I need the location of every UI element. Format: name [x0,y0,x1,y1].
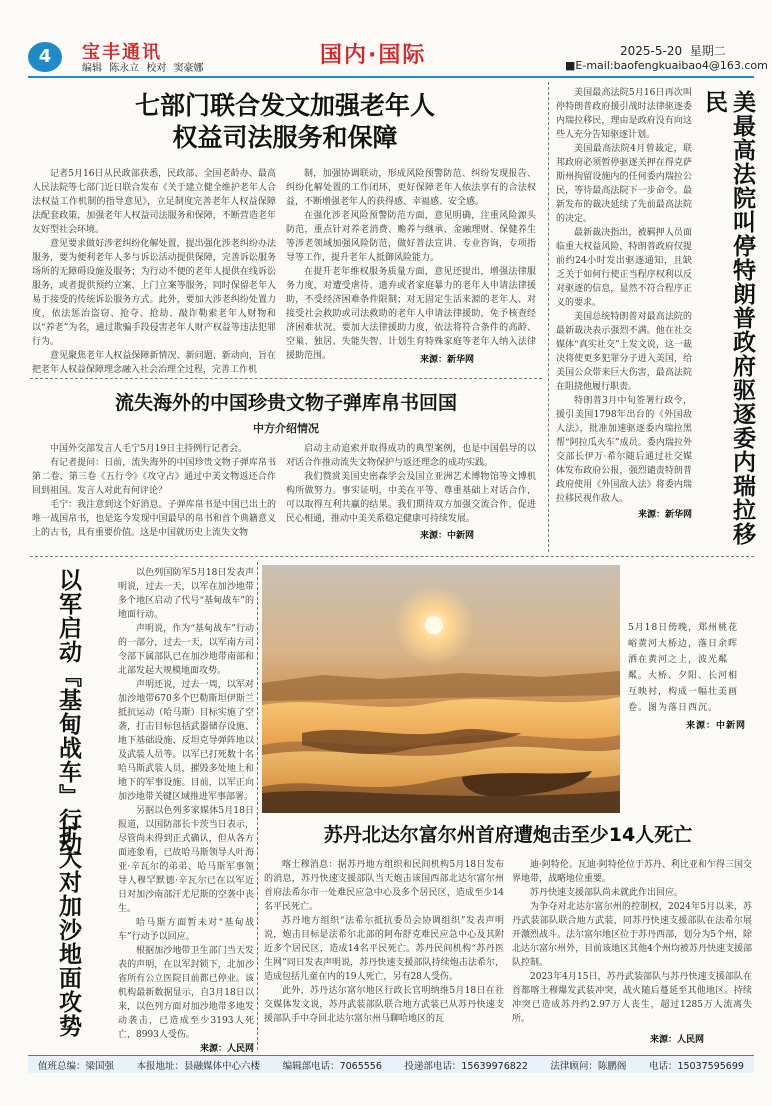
main-headline-line1: 七部门联合发文加强老年人 [134,91,435,120]
paragraph: 在提升老年维权服务质量方面，意见还提出，增强法律服务力度，对遭受虐待、遗弃或者家庭暴力的老年人申请法律援助，不受经济困难条件限制；对无固定生活来源的老年人、对接受社会救助或司法救助的老年人申请法律援助，免予核查经济困难状况。要加大法律援助力度，依法将符合条件的高龄、空巢、独居、失能失智、计划生育特殊家庭等老年人纳入法律援助范围。 [286,267,536,361]
paragraph: 另据以色列多家媒体5月18日报道，以国防部长卡茨当日表示，尽管尚未得到正式确认，但从各方面迹象看，已故哈马斯领导人叶海亚·辛瓦尔的弟弟、哈马斯军事领导人穆罕默德·辛瓦尔已在以军近日对加沙南部汗尤尼斯的空袭中丧生。 [118,806,254,914]
right-article-headline: 美最高法院叫停特朗普政府驱逐委内瑞拉移民 [701,90,755,546]
sudan-source: 来源：人民网 [650,1035,705,1045]
sunset-river-photo [262,565,620,813]
divider [30,556,754,557]
paragraph: 美国最高法院5月16日再次叫停特朗普政府援引战时法律驱逐委内瑞拉移民，理由是政府没有向这些人充分告知驱逐计划。 [556,88,692,140]
paragraph: 中国外交部发言人毛宁5月19日主持例行记者会。 [50,444,248,454]
column-divider [548,82,549,552]
main-article-col1 [32,167,276,377]
footer-duty-editor: 值班总编：梁国强 [38,1060,115,1072]
paragraph: 喀土穆消息：据苏丹地方组织和民间机构5月18日发布的消息，苏丹快速支援部队当天炮击该国西部北达尔富尔州首府法希尔市一处难民应急中心及多个居民区，造成至少14名平民死亡。 [264,860,504,912]
paragraph: 迪·阿特伦。瓦迪·阿特伦位于苏丹、利比亚和乍得三国交界地带，战略地位重要。 [512,860,752,884]
paragraph: 以色列国防军5月18日发表声明说，过去一天，以军在加沙地带多个地区启动了代号“基甸战车”的地面行动。 [118,568,254,620]
paragraph: 我们赞赏美国史密森学会及国立亚洲艺术博物馆等文博机构所做努力。事实证明，中美在平等、尊重基础上对话合作，可以取得互利共赢的结果。我们期待双方加强交流合作，促进民心相通，推动中美关系稳定健康可持续发展。 [286,472,536,524]
paragraph: 有记者提问：日前，流失海外的中国珍贵文物子弹库帛书第二卷、第三卷《五行令》《攻守占》通过中美文物返还合作回到祖国。发言人对此有何评论？ [32,458,276,496]
paragraph: 毛宁：我注意到这个好消息。子弹库帛书是中国已出土的唯一战国帛书，也是迄今发现中国最早的帛书和首个典籍意义上的古书，具有重要价值。这是中国就历史上流失文物 [32,500,276,538]
main-article-source: 来源：新华网 [420,355,475,365]
editor-name: 陈永立 [109,63,140,74]
footer-bar [28,1055,754,1073]
paragraph: 2023年4月15日，苏丹武装部队与苏丹快速支援部队在首都喀土穆爆发武装冲突，战火随后蔓延至其他地区。持续冲突已造成苏丹约2.97万人丧生，超过1285万人流离失所。 [512,972,752,1024]
relics-col2 [286,442,536,526]
divider [30,378,542,379]
paragraph: 美国最高法院4月曾裁定，联邦政府必须暂停驱逐关押在得克萨斯州拘留设施内的任何委内瑞拉公民，等待最高法院下一步命令。最新发布的裁决延续了先前最高法院的决定。 [556,144,692,224]
photo-caption [628,620,746,734]
footer-editorial-phone: 编辑部电话：7065556 [282,1060,382,1072]
paragraph: 特朗普3月中旬签署行政令，援引美国1798年出台的《外国敌人法》，批准加速驱逐委内瑞拉黑帮“阿拉瓜火车”成员。委内瑞拉外交部长伊万·希尔随后通过社交媒体发布政府公报，强烈谴责特朗普政府使用《外国敌人法》将委内瑞拉移民视作敌人。 [556,396,692,504]
proofreader-label: 校对 [146,63,167,74]
section-title: 国内·国际 [320,43,427,68]
footer-legal-advisor: 法律顾问：陈鹏阁 [550,1060,627,1072]
paragraph: 启动主动追索并取得成功的典型案例，也是中国倡导的以对话合作推动流失文物保护与返还理念的成功实践。 [286,444,536,468]
relics-col1 [32,442,276,540]
paragraph: 在强化涉老风险预警防范方面，意见明确，注重风险源头防范，重点针对养老消费、赡养与继承、金融理财、保健养生等涉老领域加强风险防范，做好普法宣讲、专业咨询，专项指导等工作，提升老年人抵御风险能力。 [286,211,536,263]
date: 2025-5-20 [620,44,683,58]
issue-date [620,42,726,59]
military-headline-part2: 扩大对加沙地面攻势 [55,822,81,1038]
sudan-col1 [264,858,504,1026]
paragraph: 根据加沙地带卫生部门当天发表的声明，在以军封锁下，北加沙省所有公立医院目前都已停业。该机构最新数据显示，自3月18日以来，以色列方面对加沙地带多地发动袭击，已造成至少3193人死亡，8993人受伤。 [118,946,254,1040]
military-article-body [118,566,254,1056]
proofreader-name: 窦豪娜 [173,63,204,74]
paragraph: 记者5月16日从民政部获悉，民政部、全国老龄办、最高人民法院等七部门近日联合发布《关于建立健全维护老年人合法权益工作机制的指导意见》，立足制度完善老年人权益保障法配套政策，加强老年人权益司法服务和保障，不断营造老年友好型社会环境。 [32,169,276,235]
masthead-rule [28,76,754,78]
footer-phone: 电话：15037595699 [648,1060,744,1072]
page-number-badge: 4 [28,42,62,72]
editor-credits [82,59,208,74]
military-headline-part1: 以军启动『基甸战车』行动 [55,568,81,856]
email-line: ■E-mail:baofengkuaibao4@163.com [565,59,768,72]
paragraph: 美国总统特朗普对最高法院的最新裁决表示强烈不满。他在社交媒体“真实社交”上发文说，这一裁决将使更多犯罪分子进入美国，给美国公众带来巨大伤害，最高法院在阻挠他履行职责。 [556,312,692,392]
weekday: 星期二 [689,44,726,58]
relics-headline: 流失海外的中国珍贵文物子弹库帛书回国 [114,392,457,414]
main-headline [30,90,540,154]
footer-delivery-phone: 投递部电话：15639976822 [404,1060,528,1072]
editor-label: 编辑 [82,63,102,74]
sunset-river-image [262,565,620,813]
paragraph: 最新裁决指出，被羁押人员面临重大权益风险，特朗普政府仅提前约24小时发出驱逐通知，且缺乏关于如何行使正当程序权利以反对驱逐的信息，显然不符合程序正义的要求。 [556,228,692,308]
paragraph: 此外，苏丹达尔富尔地区行政长官明纳维5月18日在社交媒体发文说，苏丹武装部队联合地方武装已从苏丹快速支援部队手中夺回北达尔富尔州马聊哈地区的瓦 [264,986,504,1024]
paragraph: 声明还说，过去一周，以军对加沙地带670多个巴勒斯坦伊斯兰抵抗运动（哈马斯）目标实施了空袭，打击目标包括武器储存设施、地下基础设施、反坦克导弹阵地以及武装人员等。以军已打死数十名哈马斯武装人员，摧毁多处地上和地下的军事设施。目前，以军正向加沙地带关键区域推进军事部署。 [118,680,254,802]
right-article-source: 来源：新华网 [637,510,692,520]
paragraph: 哈马斯方面暂未对“基甸战车”行动予以回应。 [118,918,254,942]
paragraph: 制，加强协调联动，形成风险预警防范、纠纷发现报告、纠纷化解处置的工作闭环，更好保障老年人依法享有的合法权益，不断增强老年人的获得感、幸福感、安全感。 [286,169,536,207]
military-source: 来源：人民网 [199,1044,254,1054]
newspaper-brand: 宝丰通讯 [82,42,162,63]
main-headline-line2: 权益司法服务和保障 [172,123,398,152]
paragraph: 苏丹地方组织“法希尔抵抗委员会协调组织”发表声明说，炮击目标是法希尔北部的阿布舒克难民应急中心及其附近多个居民区，造成14名平民死亡。苏丹民间机构“苏丹医生网”同日发表声明说，苏丹快速支援部队持续炮击法希尔，造成包括儿童在内的19人死亡，另有28人受伤。 [264,916,504,982]
footer-address: 本报地址：县融媒体中心六楼 [136,1060,261,1072]
caption-text: 5月18日傍晚，郑州桃花峪黄河大桥边，落日余晖洒在黄河之上，波光粼粼。大桥、夕阳、长河相互映衬，构成一幅壮美画卷。图为落日西沉。 [628,623,739,713]
paragraph: 苏丹快速支援部队尚未就此作出回应。 [530,888,684,898]
column-divider [257,562,258,1050]
sudan-col2 [512,858,752,1026]
right-article-body [556,86,692,522]
paragraph: 声明说，作为“基甸战车”行动的一部分，过去一天，以军南方司令部下属部队已在加沙地带南部和北部发起大规模地面攻势。 [118,624,254,676]
paragraph: 意见聚焦老年人权益保障新情况、新问题、新动向，旨在把老年人权益保障理念融入社会治理全过程，完善工作机 [32,351,276,375]
relics-source: 来源：中新网 [420,531,475,541]
paragraph: 为争夺对北达尔富尔州的控制权，2024年5月以来，苏丹武装部队联合地方武装，同苏丹快速支援部队在法希尔展开激烈战斗。法尔富尔地区位于苏丹西部，划分为5个州，除北达尔富尔州外，目前该地区其他4个州均被苏丹快速支援部队控制。 [512,902,752,968]
photo-source: 来源：中新网 [685,721,746,731]
sudan-headline: 苏丹北达尔富尔州首府遭炮击至少14人死亡 [323,824,693,846]
paragraph: 意见要求做好涉老纠纷化解处置，提出强化涉老纠纷办法服务，要为便利老年人多与诉讼活动提供保障，完善诉讼服务场所的无障碍设施及服务；为行动不便的老年人提供在线诉讼服务，或者提供预约立案、上门立案等服务，同时保留老年人易于接受的传统诉讼服务方式。此外，要加大涉老纠纷处置力度，依法惩治盗窃、抢夺、抢劫、敲诈勒索老年人财物和以“养老”为名，通过欺骗手段侵害老年人财产权益等违法犯罪行为。 [32,239,276,347]
relics-subtitle: 中方介绍情况 [253,422,319,435]
main-article-col2 [286,167,536,363]
